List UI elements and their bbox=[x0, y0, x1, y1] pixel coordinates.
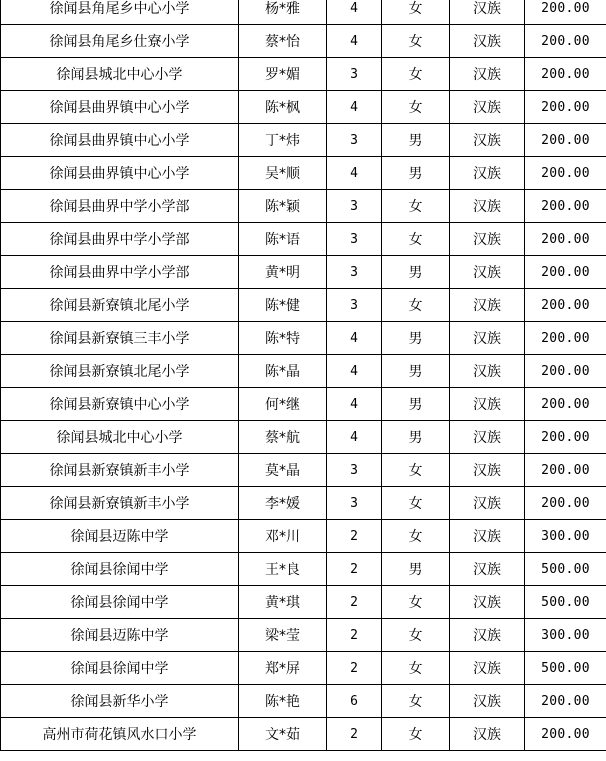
gender-cell: 女 bbox=[382, 190, 450, 223]
ethnicity-cell: 汉族 bbox=[450, 256, 525, 289]
table-row bbox=[1, 355, 606, 388]
grade-cell: 4 bbox=[327, 0, 382, 25]
gender-cell: 女 bbox=[382, 91, 450, 124]
gender-cell: 女 bbox=[382, 289, 450, 322]
school-cell: 徐闻县城北中心小学 bbox=[1, 58, 239, 91]
table-row bbox=[1, 685, 606, 718]
table-row bbox=[1, 25, 606, 58]
school-cell: 徐闻县曲界中学小学部 bbox=[1, 190, 239, 223]
school-cell: 徐闻县徐闻中学 bbox=[1, 553, 239, 586]
gender-cell: 男 bbox=[382, 322, 450, 355]
gender-cell: 女 bbox=[382, 619, 450, 652]
amount-cell: 200.00 bbox=[525, 388, 606, 421]
table-row bbox=[1, 586, 606, 619]
grade-cell: 2 bbox=[327, 718, 382, 751]
amount-cell: 200.00 bbox=[525, 718, 606, 751]
table-row bbox=[1, 124, 606, 157]
grade-cell: 4 bbox=[327, 322, 382, 355]
table-row bbox=[1, 454, 606, 487]
amount-cell: 200.00 bbox=[525, 190, 606, 223]
ethnicity-cell: 汉族 bbox=[450, 355, 525, 388]
table-row bbox=[1, 718, 606, 751]
school-cell: 徐闻县新寮镇三丰小学 bbox=[1, 322, 239, 355]
student-name-cell: 蔡*怡 bbox=[239, 25, 327, 58]
student-name-cell: 陈*语 bbox=[239, 223, 327, 256]
amount-cell: 300.00 bbox=[525, 619, 606, 652]
school-cell: 徐闻县曲界中学小学部 bbox=[1, 223, 239, 256]
school-cell: 徐闻县迈陈中学 bbox=[1, 619, 239, 652]
school-cell: 徐闻县新华小学 bbox=[1, 685, 239, 718]
student-name-cell: 莫*晶 bbox=[239, 454, 327, 487]
amount-cell: 200.00 bbox=[525, 0, 606, 25]
amount-cell: 500.00 bbox=[525, 652, 606, 685]
grade-cell: 4 bbox=[327, 91, 382, 124]
grade-cell: 3 bbox=[327, 487, 382, 520]
student-name-cell: 李*媛 bbox=[239, 487, 327, 520]
ethnicity-cell: 汉族 bbox=[450, 190, 525, 223]
table-row bbox=[1, 520, 606, 553]
gender-cell: 男 bbox=[382, 553, 450, 586]
amount-cell: 200.00 bbox=[525, 91, 606, 124]
ethnicity-cell: 汉族 bbox=[450, 124, 525, 157]
school-cell: 徐闻县新寮镇新丰小学 bbox=[1, 487, 239, 520]
gender-cell: 女 bbox=[382, 223, 450, 256]
student-name-cell: 陈*颖 bbox=[239, 190, 327, 223]
gender-cell: 男 bbox=[382, 157, 450, 190]
school-cell: 徐闻县迈陈中学 bbox=[1, 520, 239, 553]
table-row bbox=[1, 223, 606, 256]
table-row bbox=[1, 91, 606, 124]
gender-cell: 女 bbox=[382, 58, 450, 91]
school-cell: 徐闻县角尾乡仕寮小学 bbox=[1, 25, 239, 58]
grade-cell: 2 bbox=[327, 520, 382, 553]
table-row bbox=[1, 619, 606, 652]
student-name-cell: 杨*雅 bbox=[239, 0, 327, 25]
ethnicity-cell: 汉族 bbox=[450, 223, 525, 256]
amount-cell: 200.00 bbox=[525, 487, 606, 520]
ethnicity-cell: 汉族 bbox=[450, 157, 525, 190]
ethnicity-cell: 汉族 bbox=[450, 25, 525, 58]
grade-cell: 3 bbox=[327, 58, 382, 91]
school-cell: 徐闻县新寮镇新丰小学 bbox=[1, 454, 239, 487]
gender-cell: 女 bbox=[382, 520, 450, 553]
amount-cell: 200.00 bbox=[525, 25, 606, 58]
grade-cell: 2 bbox=[327, 652, 382, 685]
student-name-cell: 文*茹 bbox=[239, 718, 327, 751]
ethnicity-cell: 汉族 bbox=[450, 586, 525, 619]
gender-cell: 男 bbox=[382, 124, 450, 157]
school-cell: 徐闻县曲界镇中心小学 bbox=[1, 124, 239, 157]
table-row bbox=[1, 388, 606, 421]
amount-cell: 500.00 bbox=[525, 553, 606, 586]
table-row bbox=[1, 157, 606, 190]
school-cell: 徐闻县曲界中学小学部 bbox=[1, 256, 239, 289]
student-name-cell: 蔡*航 bbox=[239, 421, 327, 454]
table-row bbox=[1, 256, 606, 289]
ethnicity-cell: 汉族 bbox=[450, 0, 525, 25]
school-cell: 徐闻县曲界镇中心小学 bbox=[1, 91, 239, 124]
ethnicity-cell: 汉族 bbox=[450, 685, 525, 718]
ethnicity-cell: 汉族 bbox=[450, 553, 525, 586]
ethnicity-cell: 汉族 bbox=[450, 421, 525, 454]
student-name-cell: 陈*枫 bbox=[239, 91, 327, 124]
ethnicity-cell: 汉族 bbox=[450, 388, 525, 421]
table-row bbox=[1, 58, 606, 91]
student-name-cell: 邓*川 bbox=[239, 520, 327, 553]
ethnicity-cell: 汉族 bbox=[450, 322, 525, 355]
gender-cell: 女 bbox=[382, 718, 450, 751]
grade-cell: 2 bbox=[327, 619, 382, 652]
gender-cell: 女 bbox=[382, 685, 450, 718]
ethnicity-cell: 汉族 bbox=[450, 289, 525, 322]
student-name-cell: 吴*顺 bbox=[239, 157, 327, 190]
gender-cell: 女 bbox=[382, 0, 450, 25]
grade-cell: 3 bbox=[327, 124, 382, 157]
gender-cell: 女 bbox=[382, 454, 450, 487]
student-name-cell: 王*良 bbox=[239, 553, 327, 586]
table-row bbox=[1, 289, 606, 322]
grade-cell: 3 bbox=[327, 289, 382, 322]
table-row bbox=[1, 487, 606, 520]
amount-cell: 200.00 bbox=[525, 256, 606, 289]
school-cell: 徐闻县徐闻中学 bbox=[1, 586, 239, 619]
gender-cell: 男 bbox=[382, 421, 450, 454]
ethnicity-cell: 汉族 bbox=[450, 652, 525, 685]
ethnicity-cell: 汉族 bbox=[450, 58, 525, 91]
ethnicity-cell: 汉族 bbox=[450, 454, 525, 487]
student-name-cell: 黄*琪 bbox=[239, 586, 327, 619]
amount-cell: 200.00 bbox=[525, 421, 606, 454]
student-name-cell: 郑*屏 bbox=[239, 652, 327, 685]
amount-cell: 200.00 bbox=[525, 355, 606, 388]
student-name-cell: 罗*媚 bbox=[239, 58, 327, 91]
gender-cell: 女 bbox=[382, 652, 450, 685]
grade-cell: 4 bbox=[327, 355, 382, 388]
ethnicity-cell: 汉族 bbox=[450, 520, 525, 553]
gender-cell: 男 bbox=[382, 355, 450, 388]
school-cell: 徐闻县新寮镇中心小学 bbox=[1, 388, 239, 421]
school-cell: 徐闻县新寮镇北尾小学 bbox=[1, 355, 239, 388]
grade-cell: 4 bbox=[327, 157, 382, 190]
student-name-cell: 陈*艳 bbox=[239, 685, 327, 718]
gender-cell: 男 bbox=[382, 388, 450, 421]
table-row bbox=[1, 553, 606, 586]
amount-cell: 500.00 bbox=[525, 586, 606, 619]
amount-cell: 200.00 bbox=[525, 454, 606, 487]
grade-cell: 4 bbox=[327, 25, 382, 58]
ethnicity-cell: 汉族 bbox=[450, 91, 525, 124]
school-cell: 徐闻县角尾乡中心小学 bbox=[1, 0, 239, 25]
table-row bbox=[1, 421, 606, 454]
gender-cell: 女 bbox=[382, 487, 450, 520]
ethnicity-cell: 汉族 bbox=[450, 718, 525, 751]
student-name-cell: 黄*明 bbox=[239, 256, 327, 289]
student-name-cell: 陈*特 bbox=[239, 322, 327, 355]
grade-cell: 2 bbox=[327, 586, 382, 619]
ethnicity-cell: 汉族 bbox=[450, 619, 525, 652]
amount-cell: 200.00 bbox=[525, 124, 606, 157]
gender-cell: 男 bbox=[382, 256, 450, 289]
student-name-cell: 陈*健 bbox=[239, 289, 327, 322]
grade-cell: 3 bbox=[327, 256, 382, 289]
table-row bbox=[1, 322, 606, 355]
gender-cell: 女 bbox=[382, 25, 450, 58]
grade-cell: 2 bbox=[327, 553, 382, 586]
table-row bbox=[1, 190, 606, 223]
amount-cell: 200.00 bbox=[525, 322, 606, 355]
amount-cell: 200.00 bbox=[525, 157, 606, 190]
grade-cell: 4 bbox=[327, 388, 382, 421]
amount-cell: 200.00 bbox=[525, 289, 606, 322]
grade-cell: 3 bbox=[327, 190, 382, 223]
amount-cell: 200.00 bbox=[525, 58, 606, 91]
student-name-cell: 陈*晶 bbox=[239, 355, 327, 388]
amount-cell: 300.00 bbox=[525, 520, 606, 553]
table-row bbox=[1, 0, 606, 25]
grade-cell: 6 bbox=[327, 685, 382, 718]
grade-cell: 3 bbox=[327, 223, 382, 256]
student-name-cell: 丁*炜 bbox=[239, 124, 327, 157]
school-cell: 高州市荷花镇风水口小学 bbox=[1, 718, 239, 751]
school-cell: 徐闻县曲界镇中心小学 bbox=[1, 157, 239, 190]
school-cell: 徐闻县新寮镇北尾小学 bbox=[1, 289, 239, 322]
table-row bbox=[1, 652, 606, 685]
ethnicity-cell: 汉族 bbox=[450, 487, 525, 520]
student-name-cell: 何*继 bbox=[239, 388, 327, 421]
school-cell: 徐闻县徐闻中学 bbox=[1, 652, 239, 685]
grade-cell: 3 bbox=[327, 454, 382, 487]
school-cell: 徐闻县城北中心小学 bbox=[1, 421, 239, 454]
table-body bbox=[1, 0, 606, 751]
student-name-cell: 梁*莹 bbox=[239, 619, 327, 652]
amount-cell: 200.00 bbox=[525, 685, 606, 718]
gender-cell: 女 bbox=[382, 586, 450, 619]
grade-cell: 4 bbox=[327, 421, 382, 454]
amount-cell: 200.00 bbox=[525, 223, 606, 256]
